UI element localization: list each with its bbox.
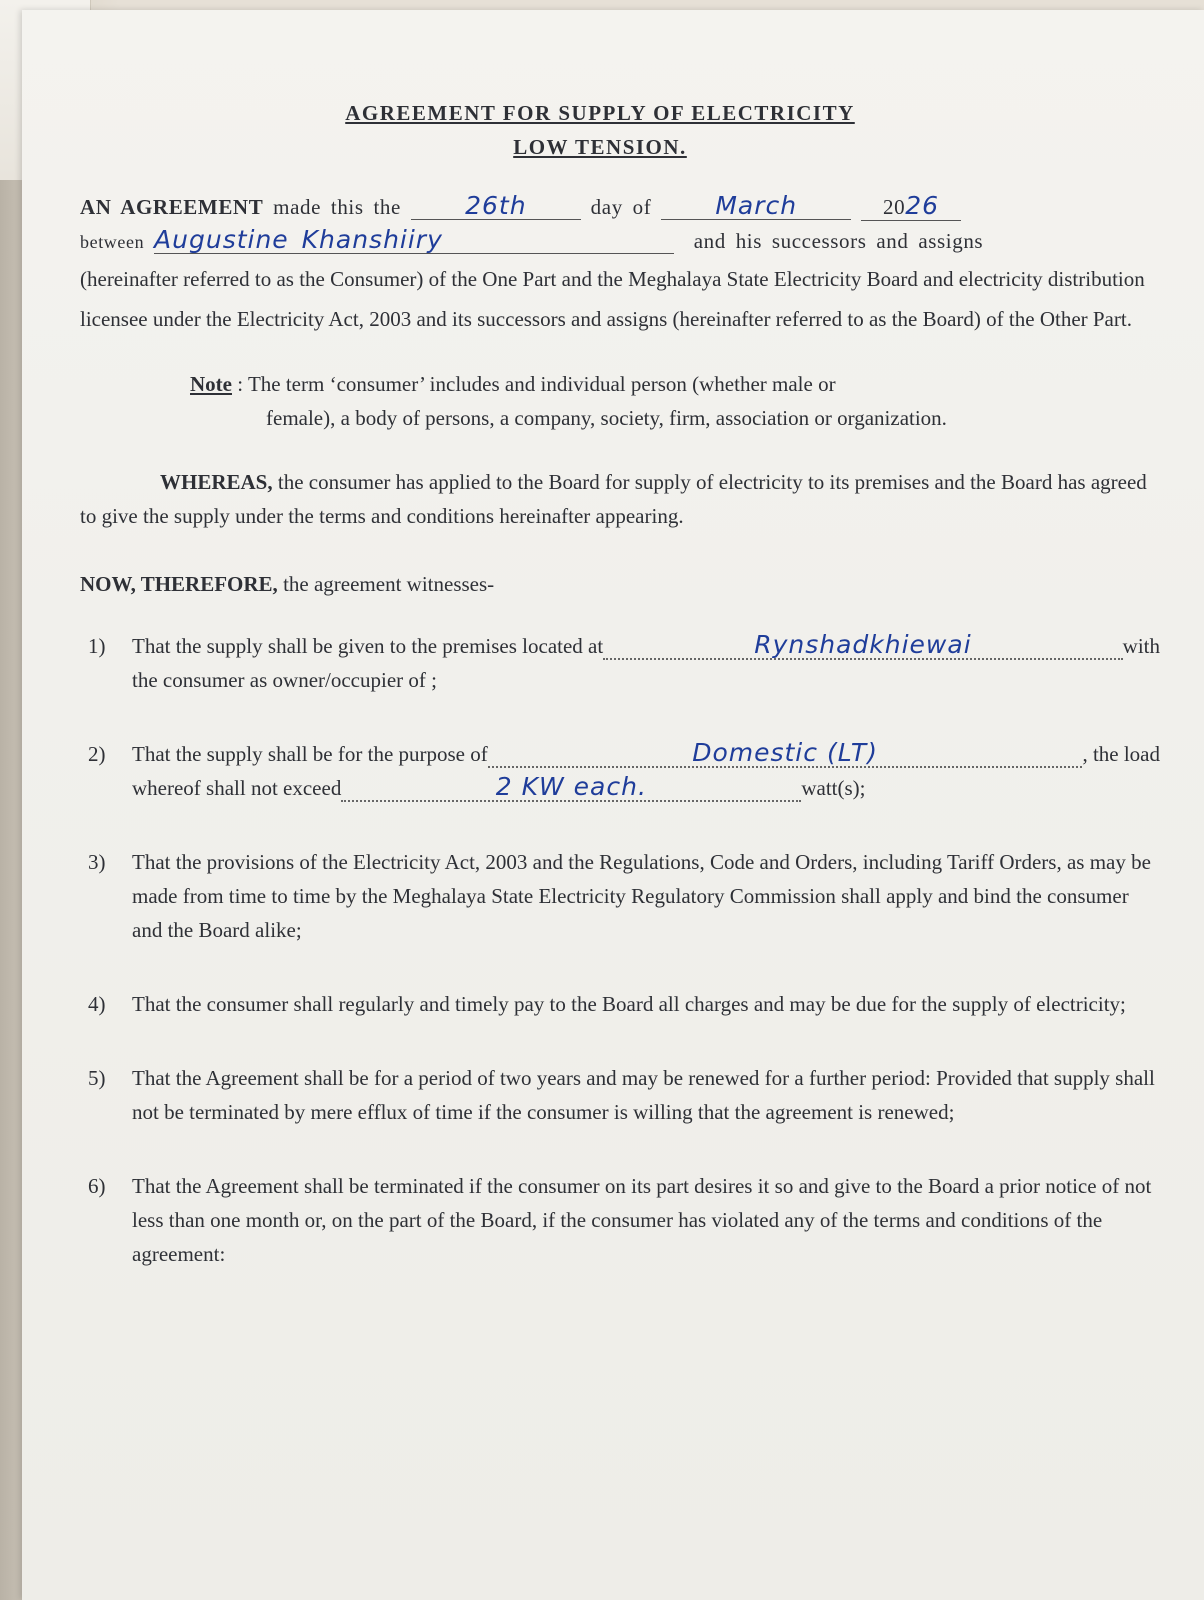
clause-1 [80, 629, 1160, 697]
consumer-name-field[interactable]: Augustine Khanshiiry [154, 227, 674, 254]
clause-2-line-2-text: whereof shall not exceed [132, 776, 342, 800]
now-therefore-label: NOW, THEREFORE, [80, 572, 278, 596]
made-this-the-text: made this the [273, 195, 401, 219]
note-line-1: The term ‘consumer’ includes and individual person (whether male or [247, 372, 836, 396]
month-field[interactable]: March [661, 193, 851, 220]
intro-line-date [80, 190, 1160, 224]
clause-number: 5) [88, 1066, 106, 1090]
successors-text: and his successors and assigns [693, 229, 984, 253]
clause-number: 3) [88, 850, 106, 874]
whereas-text: the consumer has applied to the Board for supply of electricity to its premises and the Board has agreed to give the supply under the terms and conditions hereinafter appearing. [80, 470, 1147, 528]
clause-2-load: , the load [1082, 742, 1160, 766]
clause-4-text: That the consumer shall regularly and timely pay to the Board all charges and may be due for the supply of electricity; [132, 992, 1126, 1016]
title-line-1: AGREEMENT FOR SUPPLY OF ELECTRICITY [345, 101, 855, 125]
load-field[interactable]: 2 KW each. [341, 774, 801, 802]
note-block: Note : The term ‘consumer’ includes and individual person (whether male or female), a body of persons, a company, society, firm, association or organization. [190, 367, 1160, 435]
clause-5 [80, 1061, 1160, 1129]
clause-5-text: That the Agreement shall be for a period of two years and may be renewed for a further period: Provided that supply shall not be terminated by mere efflux of time if the consumer is willing that the agreement is renewed; [132, 1066, 1155, 1124]
clause-4 [80, 987, 1160, 1021]
clause-1-line-2: the consumer as owner/occupier of ; [132, 668, 437, 692]
clause-6 [80, 1169, 1160, 1271]
clause-number: 2) [88, 742, 106, 766]
intro-line-between [80, 224, 1160, 259]
purpose-field[interactable]: Domestic (LT) [488, 740, 1083, 768]
clause-2 [80, 737, 1160, 805]
title-line-2: LOW TENSION. [513, 135, 687, 159]
between-text: between [80, 232, 145, 252]
clause-1-text: That the supply shall be given to the premises located at [132, 634, 604, 658]
day-field[interactable]: 26th [411, 193, 581, 220]
premises-field[interactable]: Rynshadkhiewai [603, 632, 1122, 660]
clause-2-watts: watt(s); [801, 776, 866, 800]
clause-2-text: That the supply shall be for the purpose of [132, 742, 488, 766]
now-therefore-text: the agreement witnesses- [283, 572, 495, 596]
whereas-label: WHEREAS, [160, 470, 273, 494]
clause-number: 6) [88, 1174, 106, 1198]
year-prefix: 20 [883, 195, 906, 219]
clause-number: 4) [88, 992, 106, 1016]
now-therefore-line [80, 567, 1160, 601]
intro-rest: (hereinafter referred to as the Consumer) of the One Part and the Meghalaya State Electricity Board and electricity distribution licensee under the Electricity Act, 2003 and its successors and assigns (hereinafter referred to as the Board) of the Other Part. [80, 267, 1145, 331]
document-body [80, 90, 1160, 1271]
note-label: Note [190, 372, 232, 396]
clause-6-text: That the Agreement shall be terminated if the consumer on its part desires it so and give to the Board a prior notice of not less than one month or, on the part of the Board, if the consumer has violated any of the terms and conditions of the agreement: [132, 1174, 1152, 1266]
clause-3 [80, 845, 1160, 947]
agreement-intro [80, 190, 1160, 339]
day-of-text: day of [590, 195, 652, 219]
agreement-sheet [22, 10, 1204, 1600]
whereas-paragraph [80, 465, 1160, 533]
year-value: 26 [905, 191, 940, 220]
clause-1-with: with [1122, 634, 1160, 658]
agreement-label: AN AGREEMENT [80, 195, 264, 219]
clause-number: 1) [88, 634, 106, 658]
note-line-2: female), a body of persons, a company, society, firm, association or organization. [266, 406, 947, 430]
document-title [40, 90, 1160, 164]
clause-3-text: That the provisions of the Electricity Act, 2003 and the Regulations, Code and Orders, including Tariff Orders, as may be made from time to time by the Meghalaya State Electricity Regulatory Commission shall apply and bind the consumer and the Board alike; [132, 850, 1151, 942]
year-field[interactable] [861, 193, 961, 221]
